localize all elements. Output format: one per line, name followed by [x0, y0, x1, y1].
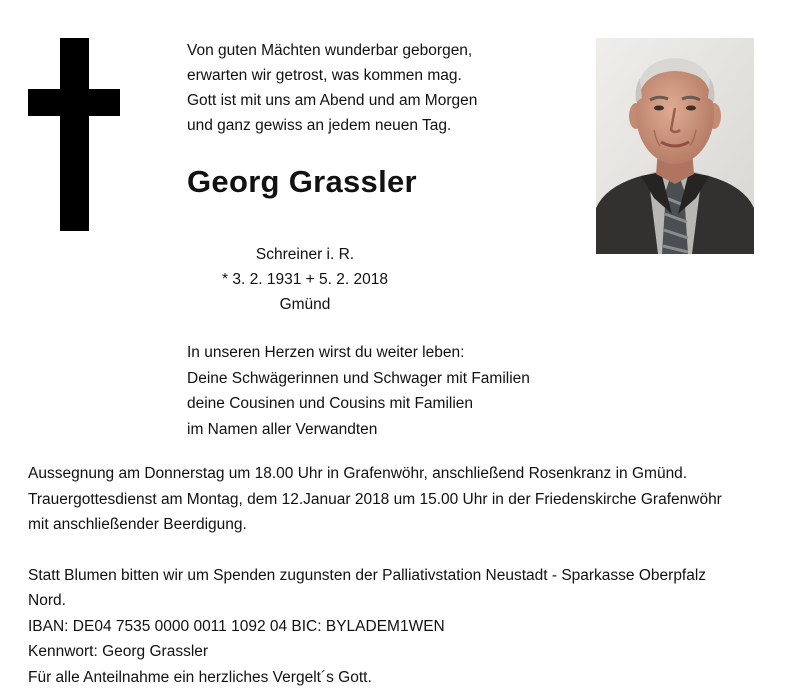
occupation: Schreiner i. R.: [255, 246, 355, 263]
hometown: Gmünd: [279, 296, 331, 313]
poem: [187, 38, 477, 138]
iban-line: IBAN: DE04 7535 0000 0011 1092 04 BIC: BYLADEM1WEN: [28, 617, 445, 635]
deceased-name: Georg Grassler: [187, 164, 417, 199]
cross-icon: [28, 38, 120, 231]
family-line: Deine Schwägerinnen und Schwager mit Familien: [187, 369, 530, 387]
cross-horizontal-bar: [28, 89, 120, 116]
family-section: [187, 340, 530, 442]
service-line: mit anschließender Beerdigung.: [28, 516, 247, 533]
thanks-line: Für alle Anteilnahme ein herzliches Vergelt´s Gott.: [28, 668, 372, 686]
poem-line: Von guten Mächten wunderbar geborgen,: [187, 42, 473, 59]
family-line: deine Cousinen und Cousins mit Familien: [187, 395, 474, 412]
donation-line: Statt Blumen bitten wir um Spenden zugunsten der Palliativstation Neustadt - Sparkasse Oberpfalz: [28, 566, 707, 584]
family-line: In unseren Herzen wirst du weiter leben:: [187, 344, 465, 361]
service-line: Aussegnung am Donnerstag um 18.00 Uhr in Grafenwöhr, anschließend Rosenkranz in Gmünd.: [28, 465, 688, 482]
poem-line: Gott ist mit uns am Abend und am Morgen: [187, 92, 478, 109]
cross-vertical-bar: [60, 38, 89, 231]
poem-line: erwarten wir getrost, was kommen mag.: [187, 67, 462, 84]
vitals: [180, 242, 430, 317]
keyword-line: Kennwort: Georg Grassler: [28, 643, 209, 660]
service-line: Trauergottesdienst am Montag, dem 12.Januar 2018 um 15.00 Uhr in der Friedenskirche Grafenwöhr: [28, 490, 722, 508]
portrait-photo: [596, 38, 754, 254]
notices: [28, 461, 788, 690]
life-dates: * 3. 2. 1931 + 5. 2. 2018: [222, 271, 388, 288]
poem-line: und ganz gewiss an jedem neuen Tag.: [187, 117, 452, 134]
family-line: im Namen aller Verwandten: [187, 420, 378, 438]
donation-line: Nord.: [28, 592, 66, 609]
